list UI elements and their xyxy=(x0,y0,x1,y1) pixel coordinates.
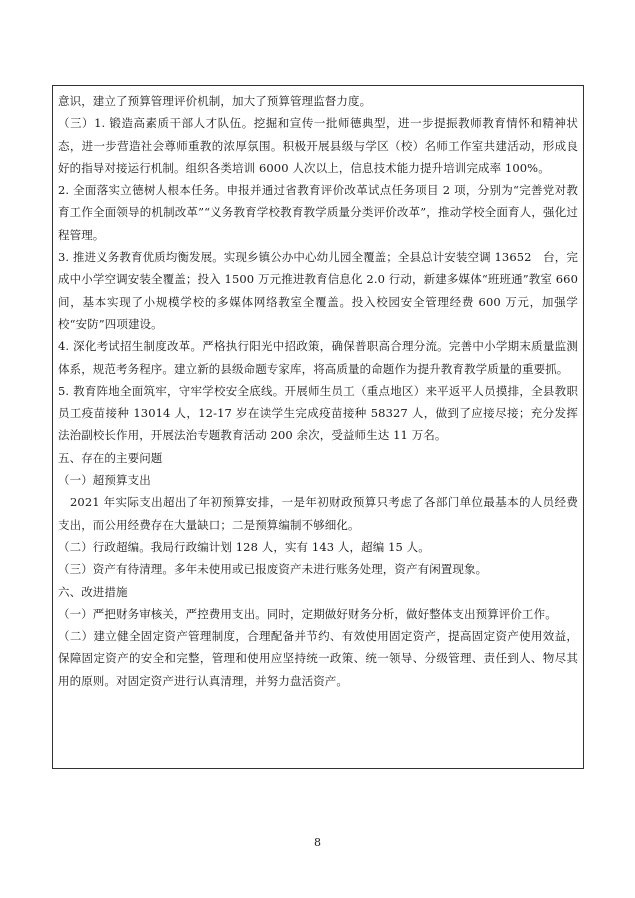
paragraph: （二）行政超编。我局行政编计划 128 人，实有 143 人，超编 15 人。 xyxy=(58,539,430,554)
section-heading: 六、改进措施 xyxy=(58,584,128,599)
paragraph: （三）1. 锻造高素质干部人才队伍。挖掘和宣传一批师德典型，进一步提振教师教育情怀和精神状态，进一步营造社会尊师重教的浓厚氛围。积极开展县级与学区（校）名师工作室共建活动，形成良好的指导对接运行机制。组织各类培训 6000 人次以上，信息技术能力提升培训完成率 100%。 xyxy=(58,116,578,175)
paragraph: 3. 推进义务教育优质均衡发展。实现乡镇公办中心幼儿园全覆盖；全县总计安装空调 13652 台，完成中小学空调安装全覆盖；投入 1500 万元推进教育信息化 2.0 行动，新建多媒体“班班通”教室 660 间，基本实现了小规模学校的多媒体网络教室全覆盖。投入校园安全管理经费 600 万元，加强学校“安防”四项建设。 xyxy=(58,250,578,331)
paragraph: （一）严把财务审核关，严控费用支出。同时，定期做好财务分析，做好整体支出预算评价工作。 xyxy=(58,606,557,621)
paragraph: 2. 全面落实立德树人根本任务。申报并通过省教育评价改革试点任务项目 2 项，分别为“完善党对教育工作全面领导的机制改革”“义务教育学校教育教学质量分类评价改革”，推动学校全面育人，强化过程管理。 xyxy=(58,183,578,242)
paragraph: 2021 年实际支出超出了年初预算安排，一是年初财政预算只考虑了各部门单位最基本的人员经费支出，而公用经费存在大量缺口；二是预算编制不够细化。 xyxy=(58,495,578,532)
paragraph: 意识，建立了预算管理评价机制，加大了预算管理监督力度。 xyxy=(58,94,372,108)
paragraph: （二）建立健全固定资产管理制度，合理配备并节约、有效使用固定资产，提高固定资产使用效益，保障固定资产的安全和完整，管理和使用应坚持统一政策、统一领导、分级管理、责任到人、物尽其用的原则。对固定资产进行认真清理，并努力盘活资产。 xyxy=(58,629,578,688)
content-table-frame xyxy=(52,85,584,769)
page-number: 8 xyxy=(314,836,321,849)
paragraph: 5. 教育阵地全面筑牢，守牢学校安全底线。开展师生员工（重点地区）来平返平人员摸排，全县教职员工疫苗接种 13014 人，12-17 岁在读学生完成疫苗接种 58327 人，做到了应接尽接；充分发挥法治副校长作用，开展法治专题教育活动 200 余次，受益师生达 11 万名。 xyxy=(58,383,578,443)
paragraph: 4. 深化考试招生制度改革。严格执行阳光中招政策，确保普职高合理分流。完善中小学期末质量监测体系，规范考务程序。建立新的县级命题专家库，将高质量的命题作为提升教育教学质量的重要抓。 xyxy=(58,339,578,376)
subsection-heading: （一）超预算支出 xyxy=(58,473,151,488)
section-heading: 五、存在的主要问题 xyxy=(58,450,163,465)
document-body xyxy=(58,90,578,692)
paragraph: （三）资产有待清理。多年未使用或已报废资产未进行账务处理，资产有闲置现象。 xyxy=(58,562,488,577)
